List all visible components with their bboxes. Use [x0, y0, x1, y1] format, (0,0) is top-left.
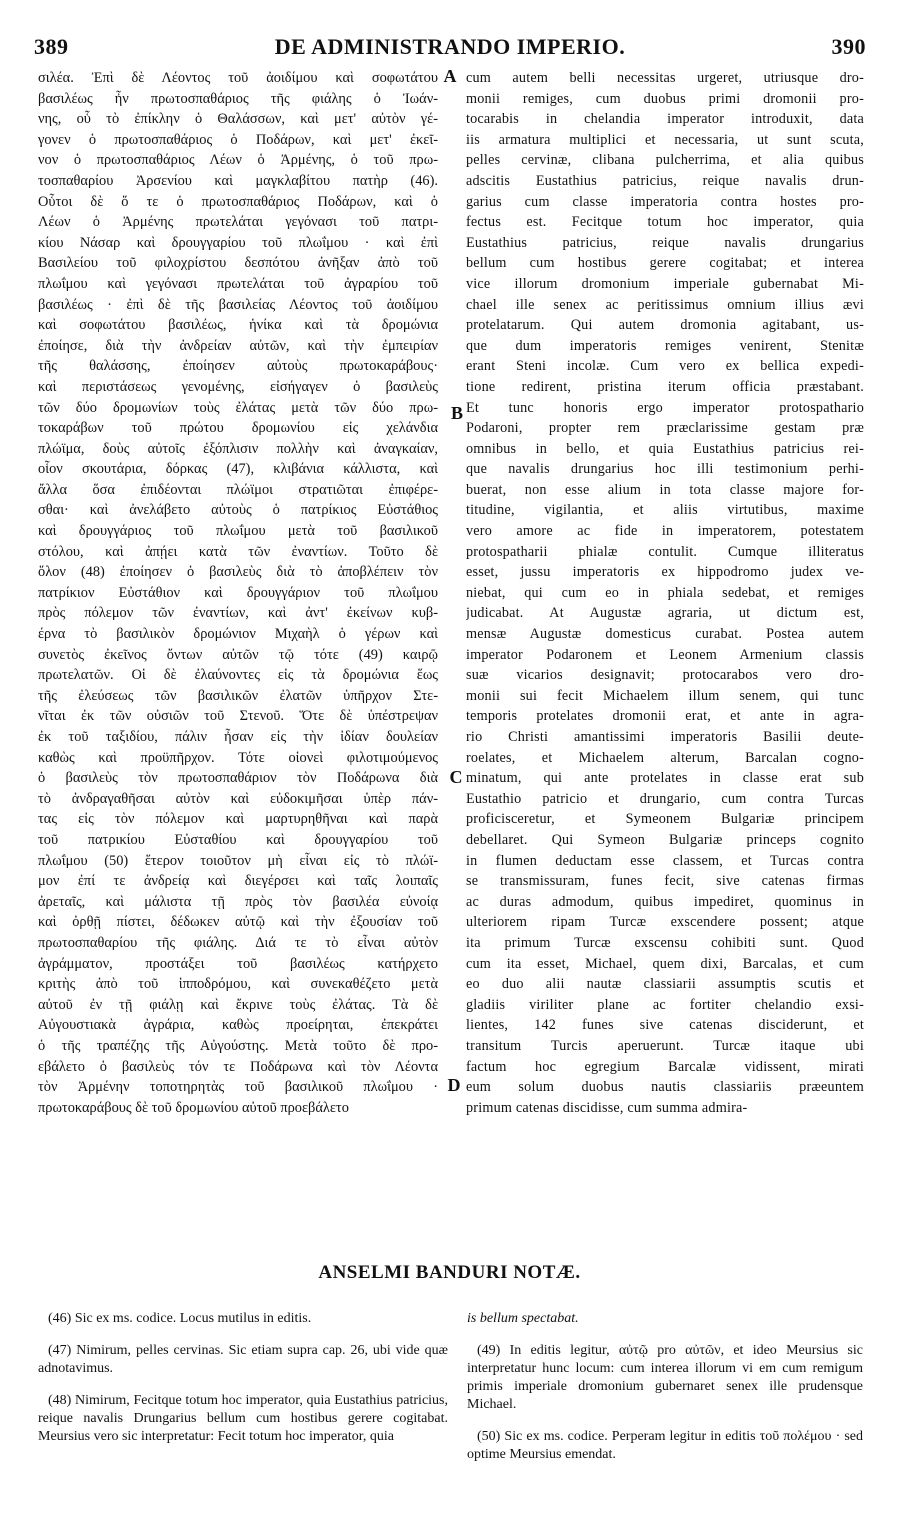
- margin-marker-c: C: [449, 767, 463, 787]
- greek-text-line: πλωΐμου καὶ γεγόνασι πρωτελάται τοῦ ἀγραρίου τοῦ: [38, 275, 438, 292]
- latin-text-line: proficisceretur, et Symeonem Bulgariæ principem: [466, 811, 864, 828]
- greek-text-line: τοκαράβων τοῦ πρώτου δρομωνίου εἰς χελάνδια: [38, 420, 438, 437]
- latin-text-line: eo duo alii nautæ classiarii assumptis scutis et: [466, 976, 864, 993]
- latin-text-line: lientes, 142 funes sive catenas disciderunt, et: [466, 1017, 864, 1034]
- latin-text-line: primum catenas discidisse, cum summa admira-: [466, 1099, 748, 1116]
- latin-text-line: ac duras admodum, quibus impediret, quominus in: [466, 893, 864, 910]
- latin-text-line: factum hoc egregium Barcalæ vidissent, mirati: [466, 1058, 864, 1075]
- latin-text-line: Eustathio patricio et drungario, cum contra Turcas: [466, 790, 864, 807]
- greek-text-line: νον ὁ πρωτοσπαθάριος Λέων ὁ Ἀρμένης, ὁ τοῦ πρω-: [38, 152, 438, 169]
- latin-text-line: omnibus in bello, et quia Eustathius patricius rei-: [466, 440, 864, 457]
- greek-text-line: βασιλέως · ἐπὶ δὲ τῆς βασιλείας Λέοντος τοῦ ἀοιδίμου: [38, 296, 438, 313]
- footnote-47: (47) Nimirum, pelles cervinas. Sic etiam supra cap. 26, ubi vide quæ adnotavimus.: [38, 1343, 448, 1376]
- latin-text-line: iis armatura multiplici et necessaria, ut sunt scuta,: [466, 131, 864, 148]
- page-number-right: 390: [831, 34, 866, 59]
- latin-text-line: que dum imperatoris remiges venirent, Stenitæ: [466, 337, 864, 354]
- greek-text-line: τοῦ πατρικίου Εὐσταθίου καὶ δρουγγαρίου τοῦ: [38, 831, 438, 848]
- footnote-46: (46) Sic ex ms. codice. Locus mutilus in editis.: [48, 1311, 312, 1326]
- latin-text-line: temporis protelates dromonii erat, et ante in agra-: [466, 708, 864, 725]
- latin-text-line: garius cum classe imperatoria contra hostes pro-: [466, 193, 864, 210]
- notes-left-column: [38, 1296, 448, 1446]
- greek-text-line: ἐκ τοῦ ταξιδίου, πάλιν ἦσαν εἰς τὴν ἰδίαν δουλείαν: [38, 729, 438, 745]
- latin-text-line: titudine, vigilantia, et aliis virtutibus, maxime: [466, 502, 864, 519]
- margin-marker-b: B: [450, 403, 463, 423]
- greek-text-line: έρνα τὸ βασιλικὸν δρομώνιον Μιχαὴλ ὁ γέρων καὶ: [38, 626, 438, 643]
- latin-text-line: Podaroni, propter rem præclarissime gestam præ: [466, 420, 864, 437]
- greek-text-line: ἄλλα ὅσα ἐπιδέονται πλώϊμοι στρατιῶται ἐπιφέρε-: [38, 481, 438, 498]
- greek-text-line: ὁ τῆς τραπέζης τῆς Αὐγούστης. Μετὰ τοῦτο δὲ προ-: [38, 1037, 438, 1054]
- greek-text-line: αὐτοῦ ἐν τῇ φιάλῃ καὶ ἔκρινε τοὺς ἐλάτας. Τὰ δὲ: [38, 996, 438, 1013]
- latin-text-line: debellaret. Qui Symeon Bulgariæ princeps cognito: [466, 831, 864, 848]
- greek-text-line: καὶ δρουγγάριος τοῦ πλωΐμου μετὰ τοῦ βασιλικοῦ: [38, 523, 438, 540]
- greek-text-line: τοσπαθαρίου Ἀρσενίου καὶ μαγκλαβίτου πατὴρ (46).: [38, 172, 438, 189]
- latin-text-line: fectus est. Fecitque totum hoc imperator, quia: [466, 214, 864, 231]
- latin-text-line: ulteriorem ripam Turcæ exscendere possent; atque: [466, 914, 864, 931]
- latin-text-line: adscitis Eustathius patricius, reique navalis drun-: [466, 172, 864, 189]
- greek-text-line: σθαι· καὶ ἀνελάβετο αὐτοὺς ὁ πατρίκιος Εὐστάθιος: [38, 502, 438, 519]
- greek-text-line: οἷον σκουτάρια, δόρκας (47), κλιβάνια κάλλιστα, καὶ: [38, 461, 438, 478]
- latin-text-line: esset, jussu imperatoris ex hippodromo judex ve-: [466, 564, 864, 581]
- greek-text-line: ἐποίησε, διὰ τὴν ἀνδρείαν αὐτῶν, καὶ τὴν ἐμπειρίαν: [38, 337, 438, 354]
- greek-text-line: τὸ ἀνδραγαθῆσαι αὐτὸν καὶ εὐδοκιμῆσαι ὑπὲρ πάν-: [38, 790, 438, 807]
- greek-text-line: ὁ βασιλεὺς τὸν πρωτοσπαθάριον τὸν Ποδάρωνα διὰ: [38, 770, 438, 787]
- latin-text-line: monii sui fecit Michaelem illum senem, qui tunc: [466, 687, 864, 704]
- latin-text-line: Et tunc honoris ergo imperator protospathario: [466, 399, 864, 416]
- latin-text-line: bellum cum hostibus gerere cogitabat; et interea: [466, 255, 864, 272]
- latin-text-line: tione redirent, pristina iterum officia præstabant.: [466, 378, 864, 395]
- latin-text-line: in flumen deductam esse classem, et Turcas contra: [466, 852, 864, 869]
- latin-text-line: erant Steni incolæ. Cum vero ex bellica expedi-: [466, 358, 864, 375]
- latin-text-line: ita primum Turcæ exscensu cohibiti sunt. Quod: [466, 934, 864, 951]
- latin-text-line: monii remiges, cum duobus primi dromonii pro-: [466, 90, 864, 107]
- greek-text-line: Οὗτοι δὲ ὅ τε ὁ πρωτοσπαθάριος Ποδάρων, καὶ ὁ: [38, 193, 438, 210]
- greek-text-line: σιλέα. Ἐπὶ δὲ Λέοντος τοῦ ἀοιδίμου καὶ σοφωτάτου: [38, 70, 438, 86]
- latin-text-line: cum autem belli necessitas urgeret, utriusque dro-: [466, 70, 864, 86]
- latin-text-line: buerat, non esse alium in tota classe majore for-: [466, 481, 864, 498]
- greek-text-line: γονεν ὁ πρωτοσπαθάριος ὁ Ποδάρων, καὶ μετ' ἐκεῖ-: [38, 131, 438, 148]
- latin-text-line: transitum Turcis aperuerunt. Turcæ itaque ubi: [466, 1037, 864, 1054]
- greek-text-line: βασιλέως ἦν πρωτοσπαθάριος τῆς φιάλης ὁ Ἰωάν-: [38, 90, 438, 107]
- latin-text-line: eum solum duobus nautis classiariis præeuntem: [466, 1079, 864, 1096]
- greek-text-line: τῶν δύο δρομωνίων τοὺς ἐλάτας μετὰ τῶν δύο πρω-: [38, 399, 438, 416]
- latin-text-line: niebat, qui cum eo in phiala sedebat, et remiges: [466, 584, 864, 601]
- greek-text-line: τὸν Ἀρμένην τοποτηρητὰς τοῦ βασιλικοῦ πλωΐμου ·: [38, 1079, 438, 1096]
- notes-right-column: [467, 1296, 863, 1464]
- latin-text-column: [466, 68, 864, 1118]
- footnote-49: (49) In editis legitur, αὐτῷ pro αὐτῶν, et ideo Meursius sic interpretatur hunc locum: cum interea illorum vi em cum remigum primis imperiale dromonium gubernaret senex ille prudensque Michael.: [467, 1343, 863, 1412]
- greek-text-line: ἀρεταῖς, καὶ μάλιστα τῇ πρὸς τὸν βασιλέα εὐνοίᾳ: [38, 893, 438, 910]
- latin-text-line: vice illorum dromonium imperiale gubernabat Mi-: [466, 275, 864, 292]
- greek-text-line: πλώϊμα, δοὺς αὐτοῖς ἐξόπλισιν πολλὴν καὶ ἀναγκαίαν,: [38, 440, 438, 457]
- latin-text-line: Eustathius patricius, reique navalis drungarius: [466, 234, 864, 251]
- latin-text-line: minatum, qui ante protelates in classe erat sub: [466, 770, 864, 787]
- greek-text-line: τας εἰς τὸν πόλεμον καὶ μαρτυρηθῆναι καὶ παρὰ: [38, 811, 438, 828]
- greek-text-line: νης, οὗ τὸ ἐπίκλην ὁ Θαλάσσων, καὶ μετ' αὐτὸν γέ-: [38, 111, 438, 128]
- margin-marker-a: A: [443, 66, 457, 86]
- greek-text-line: κριτὴς ἀπὸ τοῦ ἱπποδρόμου, καὶ συνεκαθέζετο μετὰ: [38, 976, 438, 993]
- latin-text-line: vero amore ac fide in imperatorem, potestatem: [466, 523, 864, 540]
- greek-text-line: Αὐγουστιακὰ ἀγράρια, καθὼς προείρηται, ἐπεκράτει: [38, 1017, 438, 1034]
- latin-text-line: pelles cervinæ, clibana pulcherrima, et alia quibus: [466, 152, 864, 169]
- greek-text-line: Λέων ὁ Ἀρμένης πρωτελάται γεγόνασι τοῦ πατρι-: [38, 214, 438, 231]
- greek-text-line: τῆς ἐλεύσεως τῶν βασιλικῶν ἐλατῶν ὑπῆρχον Στε-: [38, 687, 438, 704]
- page-number-left: 389: [34, 34, 69, 59]
- greek-text-column: [38, 68, 438, 1118]
- greek-text-line: τῆς θαλάσσης, ἐποίησεν αὐτοὺς πρωτοκαράβους·: [38, 358, 438, 375]
- footnote-48: (48) Nimirum, Fecitque totum hoc imperator, quia Eustathius patricius, reique navalis Drungarius bellum cum hostibus gerere cogitabat. Meursius vero sic interpretatur: Fecit totum hoc imperator, quia: [38, 1393, 448, 1444]
- greek-text-line: πρὸς πόλεμον τῶν ἐναντίων, καὶ ἀντ' ἐκείνων κυβ-: [38, 605, 438, 622]
- greek-text-line: νῖται ἐκ τῶν οὐσιῶν τοῦ Στενοῦ. Ὅτε δὲ ὑπέστρεψαν: [38, 708, 438, 725]
- latin-text-line: mensæ Augustæ domesticus curabat. Postea autem: [466, 626, 864, 643]
- running-title: DE ADMINISTRANDO IMPERIO.: [274, 34, 626, 59]
- latin-text-line: chael ille senex ac peritissimus omnium illius ævi: [466, 296, 864, 313]
- greek-text-line: πλωΐμου (50) ἕτερον τοιοῦτον μὴ εἶναι εἰς τὸ πλώϊ-: [38, 852, 438, 869]
- latin-text-line: tocarabis in chelandia imperator introduxit, data: [466, 111, 864, 128]
- greek-text-line: ὅλον (48) ἐποίησεν ὁ βασιλεὺς διὰ τὸ ἀποβλέπειν τὸν: [38, 564, 438, 581]
- footnote-48-continued: is bellum spectabat.: [467, 1311, 579, 1326]
- running-header: [34, 30, 866, 64]
- greek-text-line: καὶ περιστάσεως γενομένης, εἰσήγαγεν ὁ βασιλεὺς: [38, 378, 438, 395]
- latin-text-line: que navalis drungarius hoc illi testimonium perhi-: [466, 461, 864, 478]
- greek-text-line: πρωτελατῶν. Οἱ δὲ ἐλαύνοντες εἰς τὰ δρομώνια ἕως: [38, 667, 438, 684]
- latin-text-line: roelates, et Michaelem alterum, Barcalan cogno-: [466, 749, 864, 766]
- greek-text-line: κίου Νάσαρ καὶ δρουγγαρίου τοῦ πλωΐμου · καὶ ἐπὶ: [38, 234, 438, 251]
- latin-text-line: protelatarum. Qui autem dromonia agitabant, us-: [466, 317, 864, 334]
- latin-text-line: protospatharii phialæ contulit. Cumque illiteratus: [466, 543, 864, 560]
- greek-text-line: πρωτοκαράβους δὲ τοῦ δρομωνίου αὐτοῦ προεβάλετο: [38, 1099, 349, 1116]
- footnote-50: (50) Sic ex ms. codice. Perperam legitur in editis τοῦ πολέμου · sed optime Meursius emendat.: [467, 1429, 863, 1462]
- greek-text-line: εβάλετο ὁ βασιλεὺς τόν τε Ποδάρωνα καὶ τὸν Λέοντα: [38, 1058, 438, 1075]
- greek-text-line: συνετὸς ἐκεῖνος ὄντων αὐτῶν τῷ τότε (49) καιρῷ: [38, 646, 438, 663]
- greek-text-line: μον ἐπί τε ἀνδρείᾳ καὶ διεγέρσει καὶ ταῖς λοιπαῖς: [38, 873, 438, 890]
- latin-text-line: rio Christi amantissimi imperatoris Basilii deute-: [466, 729, 864, 745]
- latin-text-line: se transmissuram, funes fecit, sive catenas firmas: [466, 873, 864, 890]
- latin-text-line: cum ita esset, Michael, quem dixi, Barcalas, et cum: [466, 955, 864, 972]
- greek-text-line: καὶ σοφωτάτου βασιλέως, ἡνίκα καὶ τὰ δρομώνια: [38, 317, 438, 334]
- margin-marker-d: D: [447, 1075, 461, 1095]
- latin-text-line: judicabat. At Augustæ agraria, ut dictum est,: [466, 605, 864, 622]
- latin-text-line: suæ vicarios designavit; protocarabos vero dro-: [466, 667, 864, 684]
- greek-text-line: πρωτοσπαθαρίου τῆς φιάλης. Διά τε τὸ εἶναι αὐτὸν: [38, 934, 438, 951]
- greek-text-line: στόλου, καὶ ἀπῄει κατὰ τῶν ἐναντίων. Τοῦτο δὲ: [38, 543, 438, 560]
- latin-text-line: gladiis viriliter plane ac fortiter chelandio exsi-: [466, 996, 864, 1013]
- greek-text-line: ἀγράμματον, προστάξει τοῦ βασιλέως κατήρχετο: [38, 955, 438, 972]
- greek-text-line: καὶ ὀρθῇ πίστει, δέδωκεν αὐτῷ καὶ τὴν ἐξουσίαν τοῦ: [38, 914, 438, 931]
- greek-text-line: πατρίκιον Εὐστάθιον καὶ δρουγγάριον τοῦ πλωΐμου: [38, 584, 438, 601]
- greek-text-line: καθὼς καὶ προϋπῆρχον. Τότε οἱονεὶ φιλοτιμούμενος: [38, 749, 438, 766]
- greek-text-line: Βασιλείου τοῦ φιλοχρίστου δεσπότου ἀνῆξαν ἀπὸ τοῦ: [38, 255, 438, 272]
- latin-text-line: imperator Podaronem et Leonem Armenium classis: [466, 646, 864, 663]
- notes-heading: ANSELMI BANDURI NOTÆ.: [318, 1262, 581, 1283]
